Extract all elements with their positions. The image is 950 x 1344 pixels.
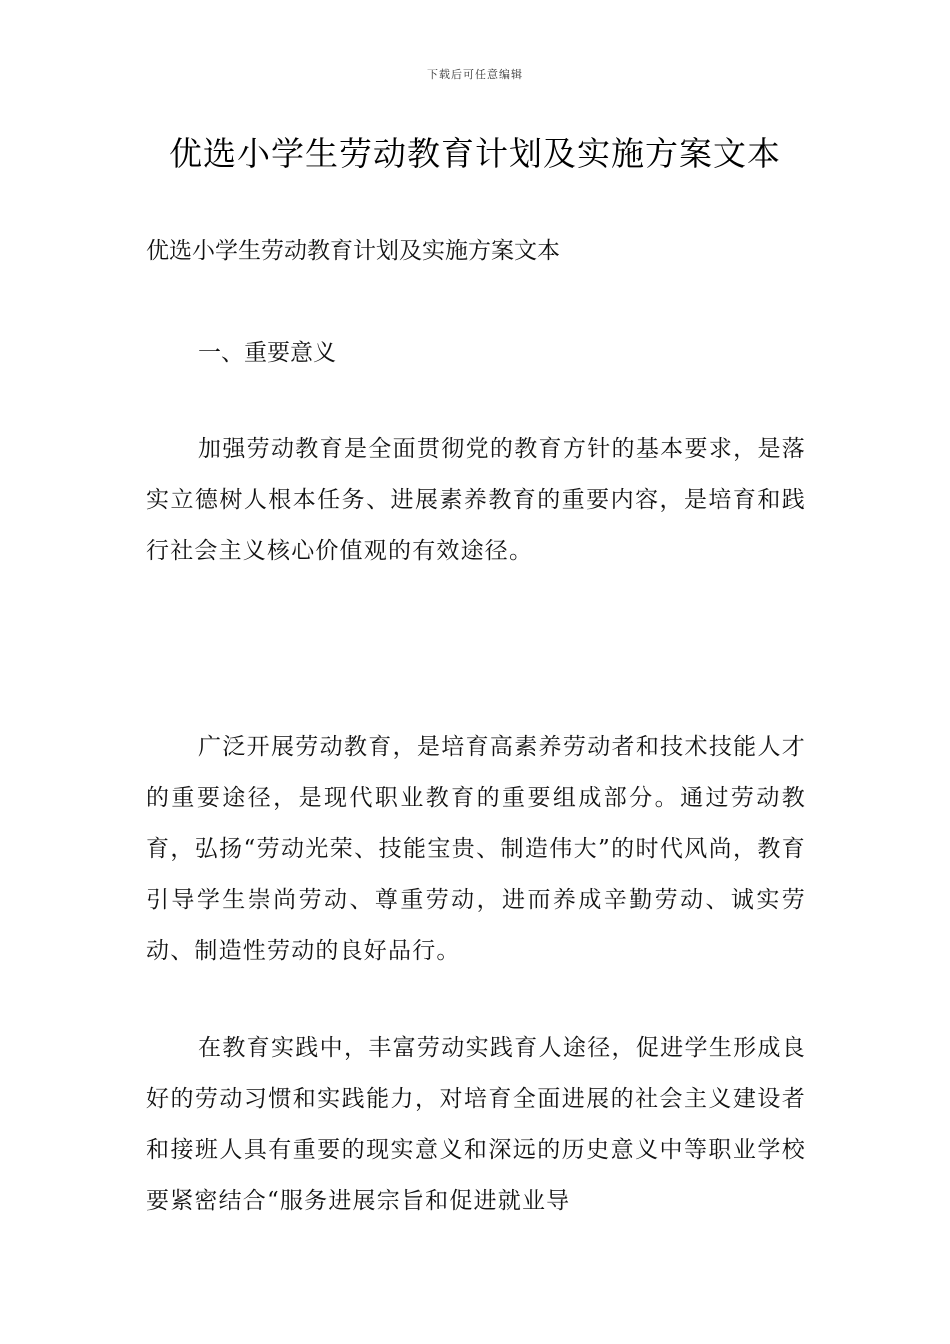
section-heading: 一、重要意义: [198, 340, 336, 366]
header-note: 下载后可任意编辑: [427, 68, 523, 81]
document-title: 优选小学生劳动教育计划及实施方案文本: [169, 134, 781, 173]
paragraph: 加强劳动教育是全面贯彻党的教育方针的基本要求，是落实立德树人根本任务、进展素养教育的重要内容，是培育和践行社会主义核心价值观的有效途径。: [146, 436, 806, 564]
paragraph: 在教育实践中，丰富劳动实践育人途径，促进学生形成良好的劳动习惯和实践能力，对培育全面进展的社会主义建设者和接班人具有重要的现实意义和深远的历史意义中等职业学校要紧密结合“服务进展宗旨和促进就业导: [146, 1035, 806, 1214]
document-subtitle: 优选小学生劳动教育计划及实施方案文本: [146, 238, 560, 264]
paragraph: 广泛开展劳动教育，是培育高素养劳动者和技术技能人才的重要途径，是现代职业教育的重要组成部分。通过劳动教育，弘扬“劳动光荣、技能宝贵、制造伟大”的时代风尚，教育引导学生崇尚劳动、尊重劳动，进而养成辛勤劳动、诚实劳动、制造性劳动的良好品行。: [146, 734, 806, 964]
